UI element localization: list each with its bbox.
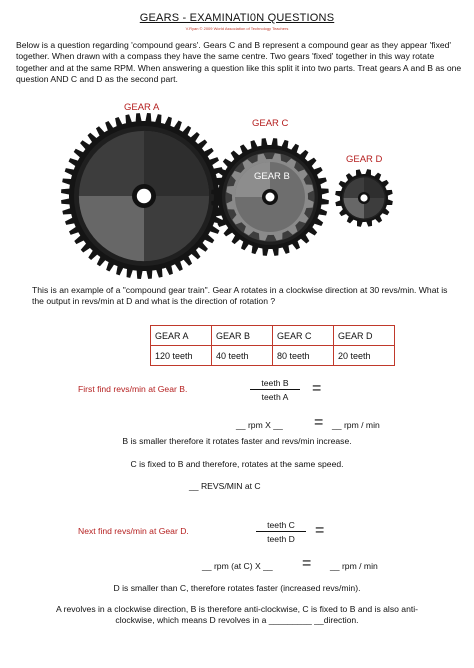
- gear-a-label: GEAR A: [124, 102, 160, 113]
- part1-numerator: teeth B: [250, 378, 300, 390]
- teeth-table: [150, 325, 395, 366]
- table-header-cell: GEAR A: [151, 326, 212, 346]
- part2-equals: =: [315, 522, 325, 539]
- credit-line: V.Ryan © 2009 World Association of Technology Teachers: [185, 26, 289, 31]
- table-header-cell: GEAR D: [334, 326, 395, 346]
- part1-formula-right: __ rpm / min: [332, 420, 380, 430]
- gear-c-label: GEAR C: [252, 118, 289, 129]
- table-cell: 40 teeth: [212, 346, 273, 366]
- gear-b-label: GEAR B: [254, 171, 290, 182]
- part1-denominator: teeth A: [261, 392, 289, 402]
- table-row: [151, 326, 395, 346]
- part2-note1: D is smaller than C, therefore rotates faster (increased revs/min).: [113, 583, 361, 593]
- table-cell: 20 teeth: [334, 346, 395, 366]
- table-header-cell: GEAR B: [212, 326, 273, 346]
- part1-formula-equals: =: [314, 414, 324, 431]
- page-title: GEARS - EXAMINATI0N QUESTIONS: [139, 12, 335, 24]
- part1-note1: B is smaller therefore it rotates faster and revs/min increase.: [122, 436, 352, 446]
- part2-numerator: teeth C: [256, 520, 306, 532]
- part1-result: __ REVS/MIN at C: [189, 481, 261, 491]
- gear-a: [61, 113, 227, 279]
- table-header-cell: GEAR C: [273, 326, 334, 346]
- part2-conclusion: A revolves in a clockwise direction, B is therefore anti-clockwise, C is fixed to B and is also anti-clockwise, which means D revolves in a _________ __direction.: [55, 604, 419, 626]
- part2-fraction: [256, 520, 306, 544]
- part2-formula-left: __ rpm (at C) X __: [202, 561, 273, 571]
- table-cell: 120 teeth: [151, 346, 212, 366]
- part2-formula-equals: =: [302, 555, 312, 572]
- part2-prompt: Next find revs/min at Gear D.: [78, 526, 189, 536]
- part1-note2: C is fixed to B and therefore, rotates at the same speed.: [130, 459, 344, 469]
- gear-d: [335, 169, 393, 227]
- intro-paragraph: Below is a question regarding 'compound gears'. Gears C and B represent a compound gear as they appear 'fixed' together. When drawn with a compass they have the same centre. Two gears 'fixed' together in this way rotate together and at the same RPM. When answering a question like this split it into two parts. Treat gears A and B as one question AND C and D as the second part.: [16, 40, 462, 85]
- part1-prompt: First find revs/min at Gear B.: [78, 384, 188, 394]
- part2-denominator: teeth D: [267, 534, 295, 544]
- part1-equals: =: [312, 380, 322, 397]
- question-text: This is an example of a "compound gear train". Gear A rotates in a clockwise direction at 30 revs/min. What is the output in revs/min at D and what is the direction of rotation ?: [32, 285, 448, 307]
- gear-d-label: GEAR D: [346, 154, 383, 165]
- part1-formula-left: __ rpm X __: [236, 420, 283, 430]
- gear-train-diagram: [0, 0, 474, 280]
- part1-fraction: [250, 378, 300, 402]
- table-cell: 80 teeth: [273, 346, 334, 366]
- gear-c: [211, 138, 329, 256]
- table-row: [151, 346, 395, 366]
- part2-formula-right: __ rpm / min: [330, 561, 378, 571]
